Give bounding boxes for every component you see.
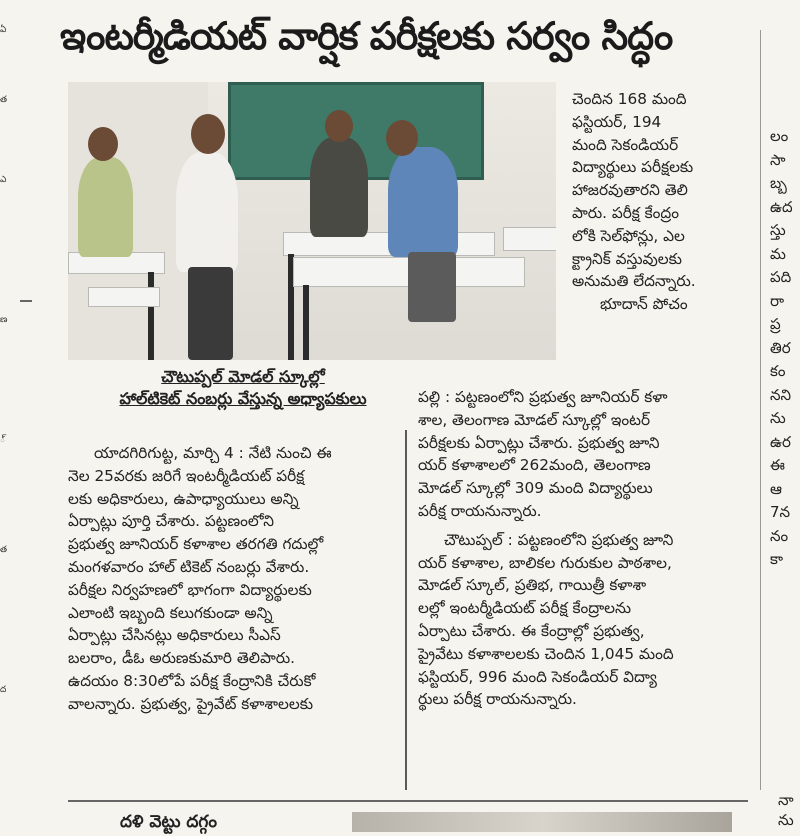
article-line: యాదగిరిగుట్ట, మార్చి 4 : నేటి నుంచి ఈ <box>94 444 332 462</box>
next-article-heading: దళి వెట్టు దగ్గం <box>120 812 217 832</box>
fragment-line: తిర <box>770 338 791 357</box>
article-column-left <box>68 442 396 716</box>
article-line: ఏర్పాటు చేశారు. ఈ కేంద్రాల్లో ప్రభుత్వ, <box>418 621 645 640</box>
photo-person-woman-left <box>78 157 133 257</box>
article-line: మంది సెకండియర్ <box>572 135 679 154</box>
article-line: అనుమతి లేదన్నారు. <box>572 272 696 291</box>
article-line: పరీక్షలకు ఏర్పాట్లు చేశారు. ప్రభుత్వ జూని <box>418 433 660 452</box>
next-article-photo <box>352 812 732 832</box>
photo-desk <box>503 227 556 251</box>
fragment-line: ను <box>770 409 786 427</box>
article-line: వాలన్నారు. ప్రభుత్వ, ప్రైవేట్ కళాశాలలకు <box>68 694 313 713</box>
article-line: ర్థులు పరీక్ష రాయనున్నారు. <box>418 690 577 709</box>
fragment-line: పది <box>770 268 792 286</box>
article-line: శాల, తెలంగాణ మోడల్ స్కూల్లో ఇంటర్ <box>418 410 651 429</box>
photo-person-head <box>325 110 353 142</box>
adjacent-column-left-edge <box>0 0 10 829</box>
article-line: ఉదయం 8:30లోపే పరీక్ష కేంద్రానికి చేరుకో <box>68 671 316 690</box>
top-divider <box>20 300 32 302</box>
left-edge-line: ్ <box>0 435 6 445</box>
article-line: ప్రైవేటు కళాశాలలకు చెందిన 1,045 మంది <box>418 644 674 663</box>
photo-desk-leg <box>148 272 154 360</box>
fragment-line: కం <box>770 362 786 380</box>
article-line: హాజరవుతారని తెలి <box>572 181 688 200</box>
fragment-line: కా <box>770 550 784 568</box>
photo-person-head <box>191 114 225 154</box>
article-line: పరీక్ష రాయనున్నారు. <box>418 501 542 520</box>
article-line: మోడల్ స్కూల్లో 309 మంది విద్యార్థులు <box>418 479 653 498</box>
fragment-line: ఈ <box>770 456 785 474</box>
article-line: ప్రభుత్వ జూనియర్ కళాశాల తరగతి గదుల్లో <box>68 535 324 554</box>
fragment-line: నని <box>770 385 792 404</box>
photo-desk-leg <box>303 285 309 360</box>
article-line: పల్లి : పట్టణంలోని ప్రభుత్వ జూనియర్ కళా <box>418 388 668 406</box>
fragment-line: ప్ర <box>770 315 781 333</box>
article-line: ఏర్పాట్లు చేసినట్లు అధికారులు సీఎస్ <box>68 626 281 645</box>
photo-person-man-center <box>176 152 238 272</box>
article-line: యర్ కళాశాల, బాలికల గురుకుల పాఠశాల, <box>418 553 672 572</box>
article-column-right-top <box>572 88 734 316</box>
article-line: క్ట్రానిక్ వస్తువులకు <box>572 249 682 268</box>
photo-person-head <box>88 127 118 161</box>
article-line: ఫస్టియర్, 194 <box>572 112 662 131</box>
fragment-line: నా <box>778 791 794 809</box>
article-bottom-divider <box>68 800 748 802</box>
article-column-right-mid <box>418 386 738 711</box>
article-line: పారు. పరీక్ష కేంద్రం <box>572 203 679 222</box>
article-line: మోడల్ స్కూల్, ప్రతిభ, గాయిత్రీ కళాశా <box>418 576 647 595</box>
article-line: విద్యార్థులు పరీక్షలకు <box>572 158 694 177</box>
photo-person-man-right-legs <box>408 252 456 322</box>
fragment-line: ఉర <box>770 432 791 451</box>
left-edge-line: ద <box>0 685 7 695</box>
article-line: చౌటుప్పల్ : పట్టణంలోని ప్రభుత్వ జూని <box>444 530 674 549</box>
column-divider-right <box>760 30 761 790</box>
photo-desk <box>88 287 160 307</box>
caption-line: హాల్‌టికెట్ నంబర్లు వేస్తున్న అధ్యాపకులు <box>119 389 367 408</box>
article-line: మంగళవారం హాల్ టికెట్ నంబర్లు వేశారు. <box>68 557 310 576</box>
fragment-line: స్తు <box>770 221 786 239</box>
fragment-line: మ <box>770 244 786 263</box>
article-line: లోకి సెల్‌ఫోన్లు, ఎల <box>572 226 685 245</box>
article-line: నెల 25వరకు జరిగే ఇంటర్మీడియట్ పరీక్ష <box>68 466 305 485</box>
photo-caption <box>68 366 418 410</box>
photo-person-woman-board <box>310 137 368 237</box>
left-edge-line: త <box>0 95 8 105</box>
article-line: చెందిన 168 మంది <box>572 90 687 108</box>
caption-line: చౌటుప్పల్ మోడల్ స్కూల్లో <box>161 367 325 386</box>
article-photo <box>68 82 556 360</box>
fragment-line: ఉద <box>770 197 793 216</box>
fragment-line: రా <box>770 291 785 310</box>
fragment-line: ను <box>778 811 794 829</box>
adjacent-column-right-fragment <box>770 125 800 572</box>
photo-person-man-center-legs <box>188 267 233 360</box>
left-edge-line: త <box>0 545 8 555</box>
adjacent-column-bottom-fragment <box>778 790 794 830</box>
article-line: ఎలాంటి ఇబ్బంది కలుగకుండా అన్ని <box>68 603 273 622</box>
headline: ఇంటర్మీడియట్ వార్షిక పరీక్షలకు సర్వం సిద్ధం <box>60 14 673 58</box>
photo-person-head <box>386 120 418 156</box>
article-line: యర్ కళాశాలలో 262మంది, తెలంగాణ <box>418 456 651 475</box>
article-line: భూదాన్ పోచం <box>600 295 688 314</box>
column-divider-inner <box>405 430 407 790</box>
article-line: లల్లో ఇంటర్మీడియట్ పరీక్ష కేంద్రాలను <box>418 599 632 618</box>
left-edge-line: ఏ <box>0 25 7 35</box>
fragment-line: బ్బ <box>770 174 787 192</box>
fragment-line: లం <box>770 127 789 145</box>
left-edge-line: ణ <box>0 315 8 325</box>
article-line: పరీక్షల నిర్వహణలో భాగంగా విద్యార్థులకు <box>68 580 312 599</box>
fragment-line: 7న <box>770 503 791 521</box>
article-line: ఫస్టియర్, 996 మంది సెకండియర్ విద్యా <box>418 667 657 686</box>
fragment-line: ఆ <box>770 479 782 498</box>
article-line: బలరాం, డీఓ అరుణకుమారి తెలిపారు. <box>68 649 295 668</box>
photo-person-man-right <box>388 147 458 257</box>
article-line: ఏర్పాట్లు పూర్తి చేశారు. పట్టణంలోని <box>68 512 275 531</box>
left-edge-line: ఎ <box>0 175 7 185</box>
fragment-line: నం <box>770 526 789 545</box>
article-line: లకు అధికారులు, ఉపాధ్యాయులు అన్ని <box>68 489 299 508</box>
fragment-line: సా <box>770 150 786 169</box>
